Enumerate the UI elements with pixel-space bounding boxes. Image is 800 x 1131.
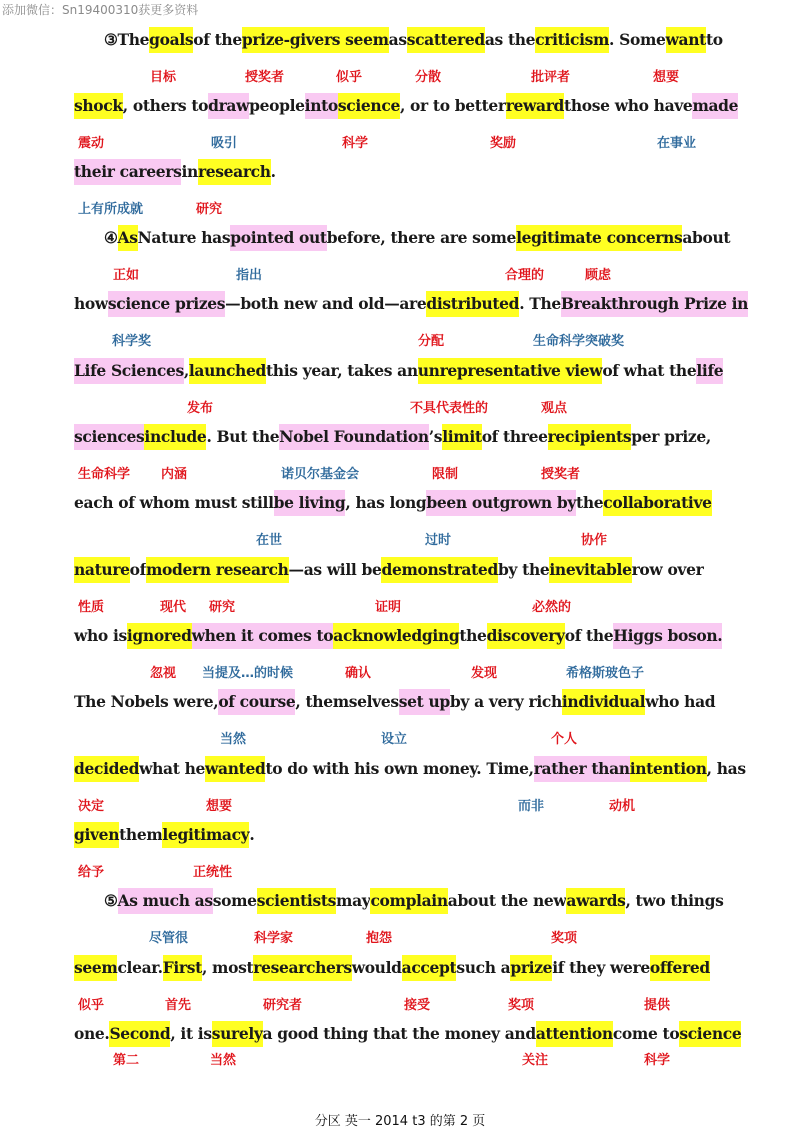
highlighted-term: awards bbox=[566, 888, 625, 914]
highlighted-phrase: Life Sciences bbox=[74, 358, 184, 384]
gloss-annotation: 目标 bbox=[150, 70, 177, 85]
gloss-annotation: 过时 bbox=[425, 533, 452, 548]
highlighted-term: recipients bbox=[548, 424, 632, 450]
text-run: how bbox=[74, 294, 108, 313]
text-run: . Some bbox=[609, 30, 666, 49]
gloss-annotation: 科学 bbox=[342, 136, 369, 151]
text-run: , has long bbox=[345, 493, 427, 512]
gloss-annotation: 在事业 bbox=[657, 136, 697, 151]
gloss-annotation: 分配 bbox=[418, 334, 445, 349]
text-line bbox=[74, 689, 734, 715]
gloss-annotation: 性质 bbox=[78, 600, 105, 615]
gloss-annotation: 关注 bbox=[522, 1053, 549, 1068]
highlighted-term: prize bbox=[510, 955, 552, 981]
highlighted-term: launched bbox=[189, 358, 266, 384]
gloss-annotation: 希格斯玻色子 bbox=[566, 666, 645, 681]
highlighted-term: scientists bbox=[257, 888, 336, 914]
highlighted-term: intention bbox=[630, 756, 707, 782]
gloss-annotation: 指出 bbox=[236, 268, 263, 283]
highlighted-term: First bbox=[163, 955, 202, 981]
page-footer: 分区 英一 2014 t3 的第 2 页 bbox=[314, 1114, 486, 1129]
highlighted-term: ignored bbox=[127, 623, 192, 649]
text-run: each of whom must still bbox=[74, 493, 274, 512]
gloss-annotation: 忽视 bbox=[150, 666, 177, 681]
gloss-annotation: 顾虑 bbox=[585, 268, 612, 283]
gloss-annotation: 研究 bbox=[209, 600, 236, 615]
highlighted-term: limit bbox=[442, 424, 481, 450]
highlighted-term: decided bbox=[74, 756, 139, 782]
highlighted-term: demonstrated bbox=[381, 557, 497, 583]
highlighted-phrase: science prizes bbox=[108, 291, 225, 317]
highlighted-phrase: draw bbox=[208, 93, 249, 119]
gloss-annotation: 批评者 bbox=[531, 70, 571, 85]
text-run: , themselves bbox=[295, 692, 399, 711]
text-run: by a very rich bbox=[449, 692, 562, 711]
text-line bbox=[74, 490, 734, 516]
text-run: —both new and old—are bbox=[225, 294, 427, 313]
highlighted-phrase: Nobel Foundation bbox=[279, 424, 428, 450]
gloss-annotation: 发布 bbox=[187, 401, 214, 416]
highlighted-term: nature bbox=[74, 557, 130, 583]
gloss-annotation: 合理的 bbox=[505, 268, 545, 283]
text-run: per prize, bbox=[631, 427, 711, 446]
highlighted-term: distributed bbox=[426, 291, 519, 317]
gloss-annotation: 奖励 bbox=[490, 136, 517, 151]
text-run: ④ bbox=[104, 228, 118, 247]
text-run: ’s bbox=[428, 427, 443, 446]
text-run: those who have bbox=[564, 96, 693, 115]
text-line bbox=[104, 27, 764, 53]
highlighted-term: include bbox=[144, 424, 206, 450]
text-run: before, there are some bbox=[326, 228, 517, 247]
text-run: The Nobels were, bbox=[74, 692, 219, 711]
gloss-annotation: 分散 bbox=[415, 70, 442, 85]
gloss-annotation: 必然的 bbox=[532, 600, 572, 615]
text-line bbox=[74, 1021, 742, 1047]
gloss-annotation: 正统性 bbox=[193, 865, 233, 880]
gloss-annotation: 震动 bbox=[78, 136, 105, 151]
highlighted-phrase: of course bbox=[218, 689, 295, 715]
text-run: as the bbox=[484, 30, 536, 49]
text-run: , it is bbox=[170, 1024, 212, 1043]
gloss-annotation: 而非 bbox=[518, 799, 545, 814]
highlighted-term: As bbox=[118, 225, 138, 251]
text-run: them bbox=[119, 825, 163, 844]
gloss-annotation: 确认 bbox=[345, 666, 372, 681]
gloss-annotation: 当然 bbox=[220, 732, 247, 747]
text-run: ⑤ bbox=[104, 891, 118, 910]
highlighted-term: research bbox=[198, 159, 271, 185]
gloss-annotation: 设立 bbox=[381, 732, 408, 747]
highlighted-phrase: Breakthrough Prize in bbox=[561, 291, 748, 317]
gloss-annotation: 给予 bbox=[78, 865, 105, 880]
highlighted-term: shock bbox=[74, 93, 123, 119]
gloss-annotation: 发现 bbox=[471, 666, 498, 681]
highlighted-term: collaborative bbox=[603, 490, 711, 516]
highlighted-term: researchers bbox=[253, 955, 351, 981]
gloss-annotation: 尽管很 bbox=[149, 931, 189, 946]
highlighted-phrase: sciences bbox=[74, 424, 144, 450]
text-run: —as will be bbox=[288, 560, 382, 579]
highlighted-term: criticism bbox=[535, 27, 609, 53]
text-run: , most bbox=[201, 958, 254, 977]
highlighted-phrase: As much as bbox=[118, 888, 213, 914]
text-run: some bbox=[212, 891, 257, 910]
gloss-annotation: 第二 bbox=[113, 1053, 140, 1068]
gloss-annotation: 在世 bbox=[256, 533, 283, 548]
text-run: what he bbox=[139, 759, 206, 778]
highlighted-term: legitimacy bbox=[162, 822, 249, 848]
highlighted-phrase: made bbox=[692, 93, 738, 119]
gloss-annotation: 想要 bbox=[206, 799, 233, 814]
text-run: . bbox=[270, 162, 276, 181]
gloss-annotation: 吸引 bbox=[211, 136, 238, 151]
gloss-annotation: 正如 bbox=[113, 268, 140, 283]
gloss-annotation: 研究者 bbox=[263, 998, 303, 1013]
gloss-annotation: 现代 bbox=[160, 600, 187, 615]
text-line bbox=[74, 623, 734, 649]
highlighted-phrase: into bbox=[305, 93, 338, 119]
gloss-annotation: 想要 bbox=[653, 70, 680, 85]
text-run: a good thing that the money and bbox=[262, 1024, 536, 1043]
text-run: ③The bbox=[104, 30, 150, 49]
highlighted-term: goals bbox=[149, 27, 193, 53]
highlighted-phrase: set up bbox=[399, 689, 450, 715]
gloss-annotation: 抱怨 bbox=[366, 931, 393, 946]
highlighted-term: want bbox=[666, 27, 706, 53]
gloss-annotation: 授奖者 bbox=[541, 467, 581, 482]
text-run: the bbox=[576, 493, 604, 512]
gloss-annotation: 生命科学突破奖 bbox=[533, 334, 625, 349]
text-run: who had bbox=[645, 692, 716, 711]
text-run: such a bbox=[456, 958, 511, 977]
text-line bbox=[74, 159, 734, 185]
text-run: about the new bbox=[447, 891, 567, 910]
text-run: of bbox=[129, 560, 146, 579]
gloss-annotation: 接受 bbox=[404, 998, 431, 1013]
highlighted-term: legitimate concerns bbox=[516, 225, 682, 251]
text-run: may bbox=[336, 891, 371, 910]
text-run: of the bbox=[564, 626, 614, 645]
text-line bbox=[74, 291, 749, 317]
text-line bbox=[74, 557, 734, 583]
gloss-annotation: 诺贝尔基金会 bbox=[281, 467, 360, 482]
text-run: who is bbox=[74, 626, 127, 645]
gloss-annotation: 似乎 bbox=[336, 70, 363, 85]
gloss-annotation: 当提及…的时候 bbox=[202, 666, 294, 681]
gloss-annotation: 个人 bbox=[551, 732, 578, 747]
text-run: about bbox=[682, 228, 731, 247]
highlighted-term: attention bbox=[536, 1021, 613, 1047]
text-run: of what the bbox=[602, 361, 697, 380]
highlighted-phrase: their careers bbox=[74, 159, 181, 185]
text-line bbox=[74, 822, 734, 848]
highlighted-term: individual bbox=[562, 689, 645, 715]
highlighted-phrase: Higgs boson. bbox=[613, 623, 722, 649]
text-run: by the bbox=[497, 560, 550, 579]
text-run: as bbox=[388, 30, 407, 49]
gloss-annotation: 观点 bbox=[541, 401, 568, 416]
highlighted-term: discovery bbox=[487, 623, 565, 649]
text-run: of the bbox=[193, 30, 242, 49]
text-run: one. bbox=[74, 1024, 110, 1043]
text-run: , bbox=[183, 361, 189, 380]
text-run: . bbox=[249, 825, 255, 844]
text-run: come to bbox=[612, 1024, 680, 1043]
text-run: this year, takes an bbox=[265, 361, 418, 380]
highlighted-term: seem bbox=[74, 955, 117, 981]
gloss-annotation: 研究 bbox=[196, 202, 223, 217]
highlighted-phrase: life bbox=[696, 358, 723, 384]
highlighted-phrase: pointed out bbox=[230, 225, 327, 251]
highlighted-term: science bbox=[338, 93, 400, 119]
text-run: if they were bbox=[552, 958, 650, 977]
gloss-annotation: 授奖者 bbox=[245, 70, 285, 85]
highlighted-term: offered bbox=[650, 955, 710, 981]
text-line bbox=[104, 225, 764, 251]
gloss-annotation: 奖项 bbox=[508, 998, 535, 1013]
highlighted-term: Second bbox=[109, 1021, 170, 1047]
text-run: , others to bbox=[122, 96, 209, 115]
text-run: would bbox=[351, 958, 402, 977]
highlighted-phrase: be living bbox=[274, 490, 346, 516]
text-run: to bbox=[705, 30, 723, 49]
highlighted-term: inevitable bbox=[549, 557, 631, 583]
gloss-annotation: 决定 bbox=[78, 799, 105, 814]
highlighted-term: unrepresentative view bbox=[418, 358, 603, 384]
highlighted-term: prize-givers seem bbox=[242, 27, 389, 53]
highlighted-term: surely bbox=[212, 1021, 263, 1047]
text-run: in bbox=[181, 162, 198, 181]
text-line bbox=[74, 424, 734, 450]
gloss-annotation: 生命科学 bbox=[78, 467, 131, 482]
text-run: clear. bbox=[117, 958, 163, 977]
text-run: , or to better bbox=[399, 96, 506, 115]
gloss-annotation: 证明 bbox=[375, 600, 402, 615]
gloss-annotation: 协作 bbox=[581, 533, 608, 548]
text-run: of three bbox=[481, 427, 548, 446]
highlighted-term: wanted bbox=[205, 756, 265, 782]
highlighted-term: scattered bbox=[407, 27, 485, 53]
highlighted-term: given bbox=[74, 822, 119, 848]
highlighted-term: complain bbox=[370, 888, 447, 914]
text-run: , two things bbox=[625, 891, 724, 910]
text-run: people bbox=[249, 96, 305, 115]
gloss-annotation: 科学奖 bbox=[112, 334, 152, 349]
highlighted-term: reward bbox=[506, 93, 564, 119]
gloss-annotation: 当然 bbox=[210, 1053, 237, 1068]
gloss-annotation: 限制 bbox=[432, 467, 459, 482]
text-line bbox=[104, 888, 764, 914]
text-run: the bbox=[459, 626, 487, 645]
gloss-annotation: 上有所成就 bbox=[78, 202, 144, 217]
text-run: Nature has bbox=[137, 228, 231, 247]
text-line bbox=[74, 358, 734, 384]
gloss-annotation: 奖项 bbox=[551, 931, 578, 946]
highlighted-phrase: rather than bbox=[534, 756, 630, 782]
highlighted-term: accept bbox=[402, 955, 457, 981]
highlighted-phrase: when it comes to bbox=[192, 623, 334, 649]
text-run: . The bbox=[519, 294, 561, 313]
text-run: to do with his own money. Time, bbox=[265, 759, 534, 778]
text-line bbox=[74, 756, 746, 782]
highlighted-term: acknowledging bbox=[333, 623, 459, 649]
highlighted-term: science bbox=[679, 1021, 741, 1047]
gloss-annotation: 内涵 bbox=[161, 467, 188, 482]
text-line bbox=[74, 93, 739, 119]
gloss-annotation: 科学 bbox=[644, 1053, 671, 1068]
highlighted-term: modern research bbox=[146, 557, 289, 583]
gloss-annotation: 似乎 bbox=[78, 998, 105, 1013]
gloss-annotation: 不具代表性的 bbox=[410, 401, 489, 416]
text-run: , has bbox=[706, 759, 746, 778]
gloss-annotation: 首先 bbox=[165, 998, 192, 1013]
gloss-annotation: 科学家 bbox=[254, 931, 294, 946]
gloss-annotation: 动机 bbox=[609, 799, 636, 814]
text-line bbox=[74, 955, 734, 981]
highlighted-phrase: been outgrown by bbox=[426, 490, 576, 516]
watermark: 添加微信：Sn19400310获更多资料 bbox=[2, 3, 199, 17]
gloss-annotation: 提供 bbox=[644, 998, 671, 1013]
text-run: row over bbox=[631, 560, 704, 579]
text-run: . But the bbox=[206, 427, 280, 446]
